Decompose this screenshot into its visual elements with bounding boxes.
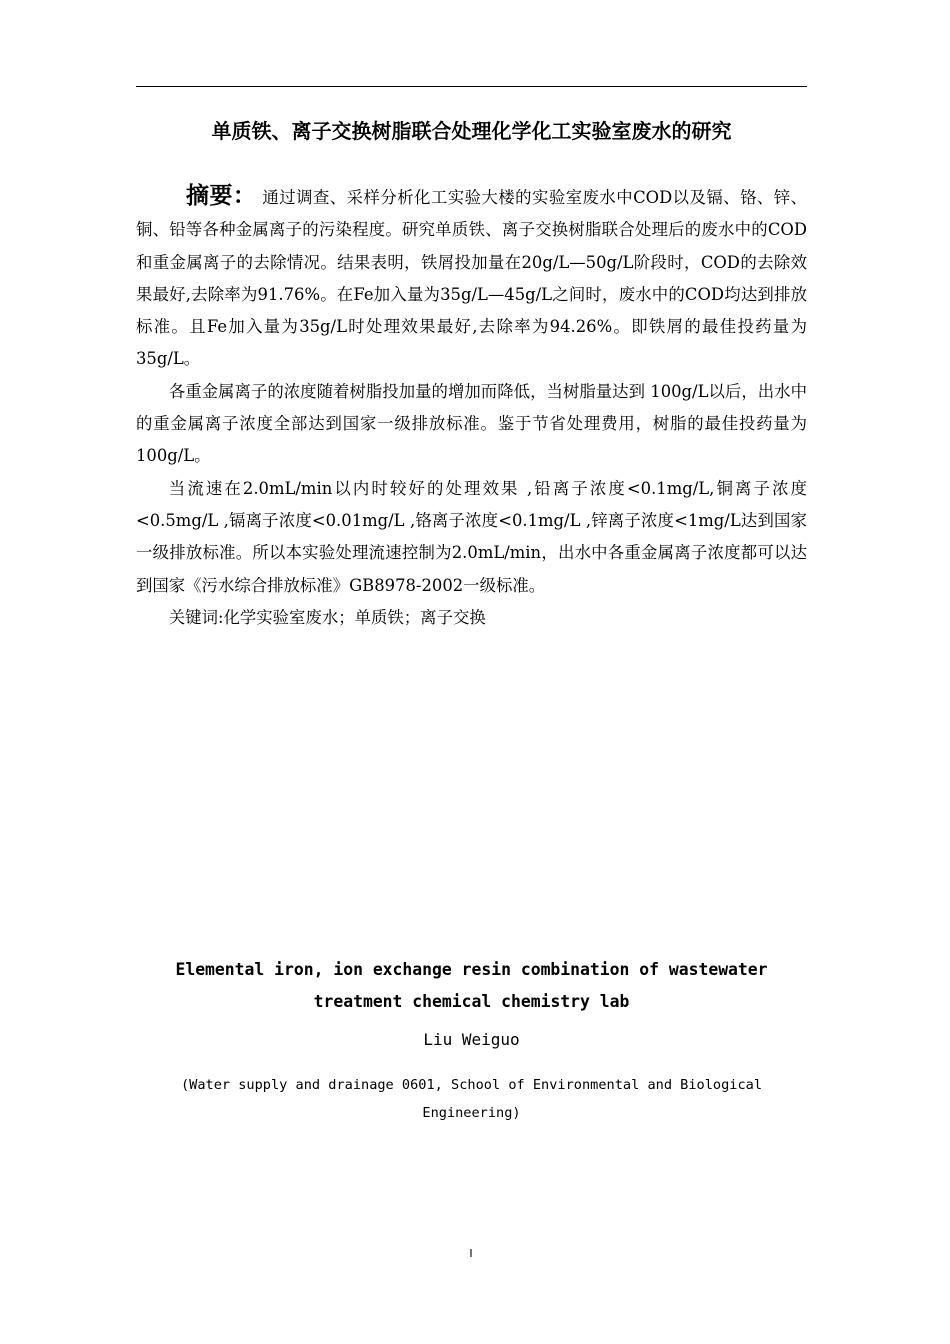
page-number: I bbox=[469, 1247, 473, 1260]
english-title: Elemental iron, ion exchange resin combination of wastewater treatment chemical chemistry lab bbox=[175, 960, 768, 1011]
abstract-paragraph-2: 各重金属离子的浓度随着树脂投加量的增加而降低，当树脂量达到 100g/L以后，出水中的重金属离子浓度全部达到国家一级排放标准。鉴于节省处理费用，树脂的最佳投药量为100g/L。 bbox=[136, 381, 807, 466]
header-rule bbox=[136, 86, 807, 87]
abstract-paragraph-1-text: 通过调查、采样分析化工实验大楼的实验室废水中COD以及镉、铬、锌、铜、铅等各种金属离子的污染程度。研究单质铁、离子交换树脂联合处理后的废水中的COD和重金属离子的去除情况。结果表明，铁屑投加量在20g/L—50g/L阶段时，COD的去除效果最好,去除率为91.76%。在Fe加入量为35g/L—45g/L之间时，废水中的COD均达到排放标准。且Fe加入量为35g/L时处理效果最好,去除率为94.26%。即铁屑的最佳投药量为35g/L。 bbox=[136, 188, 808, 369]
abstract-paragraph-1 bbox=[136, 180, 807, 376]
chinese-title: 单质铁、离子交换树脂联合处理化学化工实验室废水的研究 bbox=[211, 119, 732, 143]
abstract-section bbox=[136, 180, 807, 634]
english-affiliation: (Water supply and drainage 0601, School of Environmental and Biological Engineering) bbox=[180, 1077, 763, 1121]
keywords-line: 关键词:化学实验室废水；单质铁；离子交换 bbox=[168, 607, 486, 627]
abstract-paragraph-3: 当流速在2.0mL/min以内时较好的处理效果 ,铅离子浓度<0.1mg/L,铜离子浓度<0.5mg/L ,镉离子浓度<0.01mg/L ,铬离子浓度<0.1mg/L ,锌离子浓度<1mg/L达到国家一级排放标准。所以本实验处理流速控制为2.0mL/min，出水中各重金属离子浓度都可以达到国家《污水综合排放标准》GB8978-2002一级标准。 bbox=[136, 478, 807, 595]
english-author: Liu Weiguo bbox=[423, 1030, 520, 1049]
abstract-label: 摘要： bbox=[186, 183, 257, 209]
